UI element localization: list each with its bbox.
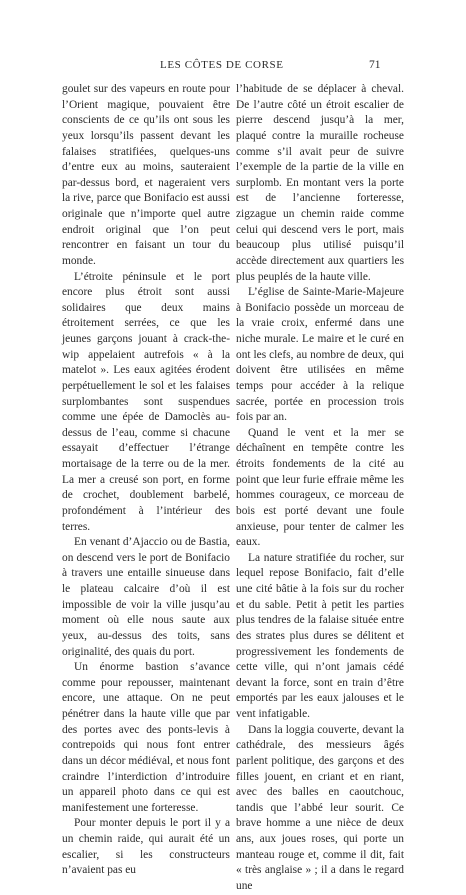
left-column: [62, 82, 230, 879]
running-title: LES CÔTES DE CORSE: [160, 59, 284, 71]
right-column: [236, 82, 404, 895]
paragraph: Un énorme bastion s’avance comme pour repousser, maintenant encore, une attaque. On ne peut pénétrer dans la haute ville que par des portes avec des ponts-levis à contrepoids qui nous font entrer dans un décor médiéval, et nous font craindre l’interdiction d’introduire un appareil photo dans ce qui est manifestement une forteresse.: [62, 661, 230, 814]
paragraph: Quand le vent et la mer se déchaînent en tempête contre les étroits fondements de la cité au point que leur furie effraie même les hommes courageux, ce morceau de bois est porté devant une foule anxieuse, pour tenter de calmer les eaux.: [236, 426, 404, 549]
paragraph: goulet sur des vapeurs en route pour l’Orient magique, pouvaient être conscients de ce qu’ils ont sous les yeux lorsqu’ils passent devant les falaises stratifiées, quelques-uns d’entre eux au moins, sauteraient par-dessus bord, et nageraient vers la rive, parce que Bonifacio est aussi originale que n’importe quel autre endroit original que l’on peut rencontrer en faisant un tour du monde.: [62, 83, 230, 267]
running-header: [0, 57, 466, 73]
paragraph: L’étroite péninsule et le port encore plus étroit sont aussi solidaires que deux mains étroitement serrées, ce que les jeunes garçons jouant à crack-the-wip appelaient autrefois « à la matelot ». Les eaux agitées érodent perpétuellement le sol et les falaises surplombantes sont suspendues comme une épée de Damoclès au-dessus de l’eau, comme si chacune essayait d’effectuer l’étrange mortaisage de la terre ou de la mer. La mer a creusé son port, en forme de crochet, doublement barbelé, profondément à l’intérieur des terres.: [62, 270, 230, 533]
page-number: 71: [369, 59, 381, 71]
paragraph: l’habitude de se déplacer à cheval. De l’autre côté un étroit escalier de pierre descend jusqu’à la mer, plaqué contre la muraille rocheuse comme s’il avait peur de suivre l’exemple de la partie de la ville en surplomb. En montant vers la porte est de l’ancienne forteresse, zigzague un chemin raide comme celui qui descend vers le port, mais beaucoup plus utilisé puisqu’il accède directement aux quartiers les plus peuplés de la haute ville.: [236, 83, 404, 283]
paragraph: Dans la loggia couverte, devant la cathédrale, des messieurs âgés parlent politique, des garçons et des filles jouent, en criant et en riant, avec des balles en caoutchouc, tandis que l’abbé leur sourit. Ce brave homme a une nièce de deux ans, aux joues roses, qui porte un manteau rouge et, comme il dit, fait « très anglaise » ; il a dans le regard une: [236, 723, 404, 892]
paragraph: Pour monter depuis le port il y a un chemin raide, qui aurait été un escalier, si les constructeurs n’avaient pas eu: [62, 817, 230, 877]
paragraph: L’église de Sainte-Marie-Majeure à Bonifacio possède un morceau de la vraie croix, enfermé dans une niche murale. Le maire et le curé en ont les clefs, au nombre de deux, qui doivent être utilisées en même temps pour accéder à la relique sacrée, portée en procession trois fois par an.: [236, 286, 404, 424]
paragraph: La nature stratifiée du rocher, sur lequel repose Bonifacio, fait d’elle une cité bâtie à la fois sur du rocher et du sable. Petit à petit les parties plus tendres de la falaise située entre des strates plus dures se délitent et progressivement les fondements de cette ville, qui n’ont jamais cédé devant la force, sont en train d’être emportés par les eaux jalouses et le vent infatigable.: [236, 551, 404, 720]
paragraph: En venant d’Ajaccio ou de Bastia, on descend vers le port de Bonifacio à travers une entaille sinueuse dans le plateau calcaire d’où il est impossible de voir la ville jusqu’au moment où elle nous saute aux yeux, au-dessus des toits, sans originalité, des quais du port.: [62, 536, 230, 658]
